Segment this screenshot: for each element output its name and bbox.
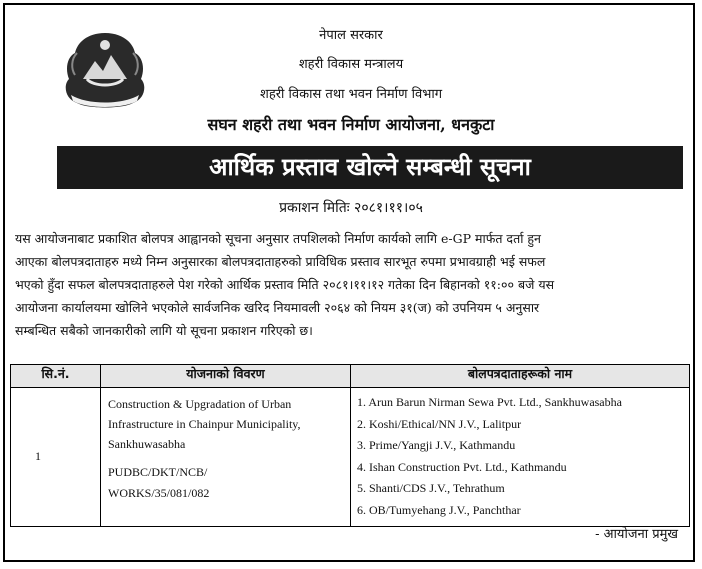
header-sn: सि.नं. <box>11 365 101 388</box>
publication-date: प्रकाशन मितिः २०८१।११।०५ <box>279 200 423 216</box>
signature-project-chief: - आयोजना प्रमुख <box>595 527 678 542</box>
row-sn: 1 <box>11 388 101 527</box>
project-line: Construction & Upgradation of Urban <box>108 397 292 411</box>
body-line: भएको हुँदा सफल बोलपत्रदाताहरुले पेश गरेको आर्थिक प्रस्ताव मिति २०८१।११।१२ गतेका दिन बिहानको ११:०० बजे यस <box>15 277 555 292</box>
header-project-office: सघन शहरी तथा भवन निर्माण आयोजना, धनकुटा <box>207 115 495 134</box>
bidder-item: 3. Prime/Yangji J.V., Kathmandu <box>357 438 516 453</box>
row-project <box>101 388 351 527</box>
notice-body <box>15 227 687 342</box>
row-bidders <box>351 388 690 527</box>
body-line: यस आयोजनाबाट प्रकाशित बोलपत्र आह्वानको सूचना अनुसार तपशिलको निर्माण कार्यको लागि e-GP मार्फत दर्ता हुन <box>15 231 541 246</box>
bidder-item: 6. OB/Tumyehang J.V., Panchthar <box>357 502 521 517</box>
body-line: आयोजना कार्यालयमा खोलिने भएकोले सार्वजनिक खरिद नियमावली २०६४ को नियम ३१(ज) को उपनियम ५ अनुसार <box>15 300 540 315</box>
header-bidders: बोलपत्रदाताहरूको नाम <box>351 365 690 388</box>
project-code-line: PUDBC/DKT/NCB/ <box>108 465 208 479</box>
bidder-list <box>357 392 683 522</box>
body-line: आएका बोलपत्रदाताहरु मध्ये निम्न अनुसारका बोलपत्रदाताहरुको प्राविधिक प्रस्ताव सारभूत रुपमा प्रभावग्राही भई सफल <box>15 254 546 269</box>
project-code <box>108 462 342 504</box>
header-gov-name: नेपाल सरकार <box>319 28 383 43</box>
notice-title-banner: आर्थिक प्रस्ताव खोल्ने सम्बन्धी सूचना <box>57 146 683 189</box>
header-project: योजनाको विवरण <box>101 365 351 388</box>
bidder-item: 2. Koshi/Ethical/NN J.V., Lalitpur <box>357 416 522 431</box>
table-row <box>11 388 690 527</box>
project-code-line: WORKS/35/081/082 <box>108 486 210 500</box>
header-department: शहरी विकास तथा भवन निर्माण विभाग <box>259 87 443 102</box>
bidder-item: 4. Ishan Construction Pvt. Ltd., Kathmandu <box>357 459 567 474</box>
header-ministry: शहरी विकास मन्त्रालय <box>298 57 404 72</box>
project-line: Infrastructure in Chainpur Municipality, <box>108 417 301 431</box>
bidder-item: 1. Arun Barun Nirman Sewa Pvt. Ltd., Sankhuwasabha <box>357 395 622 409</box>
table-header-row <box>11 365 690 388</box>
body-line: सम्बन्धित सबैको जानकारीको लागि यो सूचना प्रकाशन गरिएको छ। <box>15 323 313 338</box>
project-line: Sankhuwasabha <box>108 437 186 451</box>
bidder-item: 5. Shanti/CDS J.V., Tehrathum <box>357 481 505 496</box>
bidders-table <box>10 364 690 527</box>
notice-frame <box>3 3 695 562</box>
